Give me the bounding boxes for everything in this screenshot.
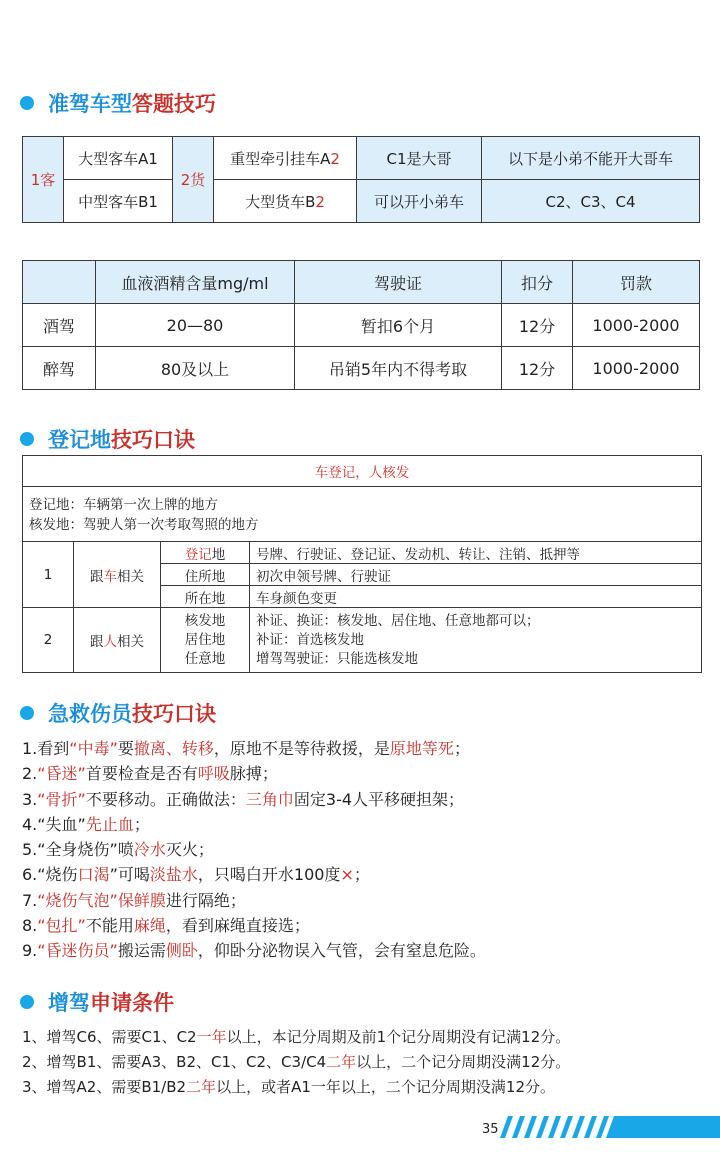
add-license-conditions [22, 1025, 570, 1100]
table-cell: 酒驾 [23, 304, 96, 347]
plain-text: 2. [22, 764, 38, 784]
footer-stripes-icon [500, 1116, 720, 1138]
category-key: 车 [103, 568, 117, 585]
plain-text: ”可喝 [109, 865, 150, 885]
plain-text: 5.“全身烧伤”喷 [22, 840, 134, 860]
ke-label: 1客 [23, 137, 64, 223]
table-cell: 12分 [502, 304, 573, 347]
page-number: 35 [482, 1122, 499, 1137]
plain-text: 脉搏； [229, 764, 278, 784]
section-title-red: 答题技巧 [132, 92, 216, 116]
category-key: 人 [103, 634, 117, 650]
highlight-text: 三角巾 [245, 789, 294, 809]
place-cell [161, 542, 250, 564]
plain-text: 8. [22, 916, 38, 936]
plain-text: 以上，或者A1一年以上，二个记分周期没满12分。 [216, 1078, 555, 1096]
plain-text: 首要检查是否有 [85, 764, 198, 784]
vehicle-type-table [22, 136, 700, 223]
drunk-driving-table [22, 260, 700, 390]
plain-text: 不能用 [85, 916, 134, 936]
registration-table [22, 455, 702, 673]
definition-line: 核发地：驾驶人第一次考取驾照的地方 [29, 517, 259, 533]
table-cell: 1000-2000 [573, 347, 700, 390]
huo-a2-text: 重型牵引挂车A [230, 149, 331, 168]
plain-text: ，仰卧分泌物误入气管，会有窒息危险。 [197, 941, 486, 961]
huo-b2-num: 2 [315, 192, 325, 211]
header-cell: 血液酒精含量mg/ml [96, 261, 295, 304]
place-desc: 号牌、行驶证、登记证、发动机、转让、注销、抵押等 [250, 542, 702, 564]
section-title-first-aid [20, 698, 216, 728]
huo-b2 [214, 180, 357, 223]
first-aid-item [22, 837, 486, 862]
highlight-text: “烧伤气泡”保鲜膜 [37, 890, 166, 910]
first-aid-list [22, 736, 486, 964]
huo-a2 [214, 137, 357, 180]
highlight-text: 侧卧 [165, 941, 198, 961]
category-text: 跟 [90, 568, 104, 585]
plain-text: 7. [22, 890, 38, 910]
place-desc: 车身颜色变更 [250, 586, 702, 608]
plain-text: 3、增驾A2、需要B1/B2 [22, 1078, 187, 1096]
category-text: 相关 [117, 634, 144, 650]
table-cell: 暂扣6个月 [295, 304, 502, 347]
header-cell: 罚款 [573, 261, 700, 304]
huo-b2-text: 大型货车B [245, 192, 316, 211]
first-aid-item [22, 761, 486, 786]
place-line: 核发地 [184, 612, 226, 629]
place-line: 居住地 [184, 631, 226, 648]
highlight-text: 原地等死 [389, 739, 454, 758]
c1-big: C1是大哥 [357, 137, 482, 180]
highlight-text: 冷水 [133, 840, 166, 860]
plain-text: 6.“烧伤 [22, 865, 78, 885]
first-aid-item [22, 812, 486, 837]
desc-line: 补证：首选核发地 [256, 631, 364, 648]
section-title-vehicle-types [20, 88, 216, 118]
first-aid-item [22, 787, 486, 812]
ke-a1: 大型客车A1 [64, 137, 173, 180]
table-cell: 1000-2000 [573, 304, 700, 347]
table-cell: 20—80 [96, 304, 295, 347]
ke-b1: 中型客车B1 [64, 180, 173, 223]
plain-text: 要 [117, 739, 134, 758]
huo-label: 2货 [173, 137, 214, 223]
header-cell [23, 261, 96, 304]
small-list: C2、C3、C4 [482, 180, 700, 223]
registration-header: 车登记，人核发 [23, 456, 702, 487]
first-aid-item [22, 938, 486, 963]
definition-line: 登记地：车辆第一次上牌的地方 [29, 497, 218, 513]
plain-text: 9. [22, 941, 38, 961]
table-cell: 醉驾 [23, 347, 96, 390]
category-text: 相关 [117, 568, 144, 585]
first-aid-item [22, 888, 486, 913]
bullet-dot-icon [20, 995, 34, 1009]
place-text: 地 [211, 546, 226, 563]
plain-text: ，原地不是等待救援，是 [213, 739, 390, 758]
bullet-dot-icon [20, 432, 34, 446]
highlight-text: 一年 [196, 1028, 227, 1046]
highlight-text: × [340, 865, 354, 885]
highlight-text: 先止血 [85, 814, 134, 834]
header-cell: 扣分 [502, 261, 573, 304]
highlight-text: 二年 [326, 1053, 357, 1071]
section-title-red: 技巧口诀 [111, 428, 195, 452]
section-title-red: 申请条件 [90, 991, 174, 1015]
highlight-text: 撤离、转移 [133, 739, 214, 758]
below-small: 以下是小弟不能开大哥车 [482, 137, 700, 180]
place-key: 登记 [184, 546, 212, 563]
row-number: 2 [23, 608, 74, 673]
highlight-text: “骨折” [37, 789, 86, 809]
highlight-text: “包扎” [37, 916, 86, 936]
place-cell: 住所地 [161, 564, 250, 586]
plain-text: 灭火； [165, 840, 214, 860]
section-title-blue: 准驾车型 [48, 92, 132, 116]
highlight-text: “中毒” [69, 739, 118, 758]
plain-text: 以上，二个记分周期没满12分。 [356, 1053, 571, 1071]
place-cell [161, 608, 250, 673]
section-title-blue: 增驾 [48, 991, 90, 1015]
table-cell: 80及以上 [96, 347, 295, 390]
header-cell: 驾驶证 [295, 261, 502, 304]
first-aid-item [22, 862, 486, 887]
plain-text: 2、增驾B1、需要A3、B2、C1、C2、C3/C4 [22, 1053, 327, 1071]
table-row [23, 304, 700, 347]
desc-line: 补证、换证：核发地、居住地、任意地都可以； [256, 612, 540, 629]
condition-item [22, 1075, 570, 1100]
plain-text: 进行隔绝； [165, 890, 246, 910]
row-number: 1 [23, 542, 74, 608]
highlight-text: 麻绳 [133, 916, 166, 936]
category [74, 608, 161, 673]
first-aid-item [22, 913, 486, 938]
table-cell: 12分 [502, 347, 573, 390]
plain-text: 4.“失血” [22, 814, 86, 834]
place-line: 任意地 [184, 650, 226, 667]
highlight-text: “昏迷” [37, 764, 86, 784]
desc-line: 增驾驾驶证：只能选核发地 [256, 650, 418, 667]
section-title-blue: 急救伤员 [48, 702, 132, 726]
huo-a2-num: 2 [330, 149, 340, 168]
plain-text: ； [353, 865, 370, 885]
plain-text: 1.看到 [22, 739, 70, 758]
first-aid-item [22, 736, 486, 761]
table-row [23, 347, 700, 390]
bullet-dot-icon [20, 706, 34, 720]
plain-text: 搬运需 [117, 941, 166, 961]
plain-text: 固定3-4人平移硬担架； [293, 789, 465, 809]
plain-text: 以上，本记分周期及前1个记分周期没有记满12分。 [226, 1028, 571, 1046]
c1-small: 可以开小弟车 [357, 180, 482, 223]
section-title-add-license [20, 987, 174, 1017]
section-title-blue: 登记地 [48, 428, 111, 452]
highlight-text: 二年 [186, 1078, 217, 1096]
plain-text: ； [453, 739, 470, 758]
highlight-text: “昏迷伤员” [37, 941, 118, 961]
section-title-registration [20, 424, 195, 454]
plain-text: ，看到麻绳直接选； [165, 916, 310, 936]
definitions [23, 487, 702, 542]
place-cell: 所在地 [161, 586, 250, 608]
table-cell: 吊销5年内不得考取 [295, 347, 502, 390]
highlight-text: 呼吸 [197, 764, 230, 784]
condition-item [22, 1050, 570, 1075]
category [74, 542, 161, 608]
highlight-text: 口渴 [77, 865, 110, 885]
plain-text: 不要移动。正确做法： [85, 789, 246, 809]
section-title-red: 技巧口诀 [132, 702, 216, 726]
plain-text: ，只喝白开水100度 [197, 865, 341, 885]
bullet-dot-icon [20, 96, 34, 110]
plain-text: 1、增驾C6、需要C1、C2 [22, 1028, 197, 1046]
category-text: 跟 [90, 634, 104, 650]
highlight-text: 淡盐水 [149, 865, 198, 885]
condition-item [22, 1025, 570, 1050]
plain-text: 3. [22, 789, 38, 809]
place-desc: 初次申领号牌、行驶证 [250, 564, 702, 586]
plain-text: ； [133, 814, 150, 834]
place-desc [250, 608, 702, 673]
